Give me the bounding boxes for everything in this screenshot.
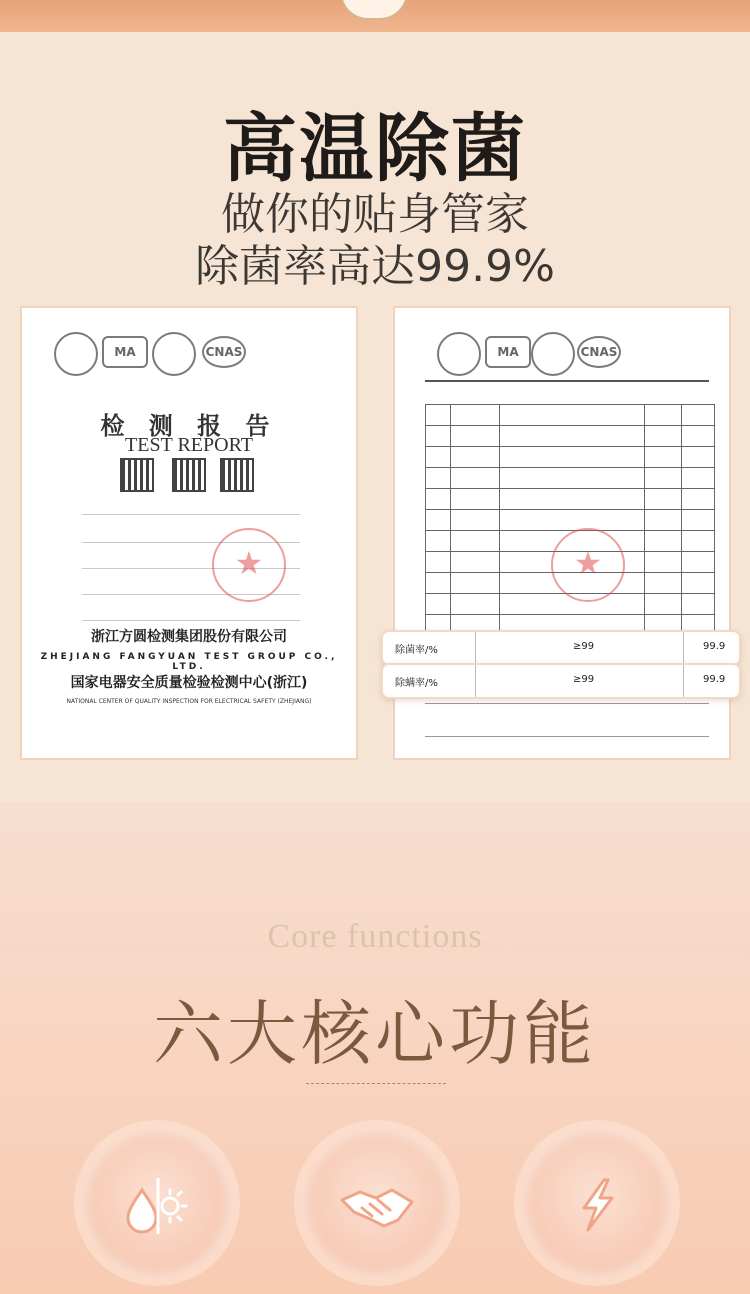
water-sun-icon — [82, 1128, 232, 1278]
company-name-cn: 浙江方圆检测集团股份有限公司 — [91, 629, 287, 645]
ilac-logo — [152, 332, 196, 376]
test-report-cover — [20, 306, 358, 760]
qr-code-icon — [172, 458, 206, 492]
star-icon: ★ — [573, 544, 603, 582]
lightning-icon — [522, 1128, 672, 1278]
hero-subtitle-2: 除菌率高达99.9% — [195, 241, 555, 292]
cnas-logo: CNAS — [577, 336, 621, 368]
result-table — [425, 404, 715, 657]
dashed-divider — [306, 1083, 446, 1084]
test-center-cn: 国家电器安全质量检验检测中心(浙江) — [70, 675, 308, 691]
row-requirement: ≥99 — [573, 674, 595, 685]
certification-logos — [52, 326, 336, 378]
divider — [475, 632, 476, 664]
star-icon: ★ — [234, 544, 264, 582]
core-title-en: Core functions — [267, 918, 483, 955]
report-title-en: TEST REPORT — [125, 434, 253, 456]
qr-code-icon — [120, 458, 154, 492]
divider — [425, 736, 709, 737]
certification-logos — [425, 326, 709, 378]
official-stamp — [212, 528, 286, 602]
row-item: 除菌率/% — [395, 645, 438, 656]
row-result: 99.9 — [703, 641, 726, 652]
divider — [425, 380, 709, 382]
core-title-cn: 六大核心功能 — [153, 993, 597, 1075]
handshake-icon — [302, 1128, 452, 1278]
company-name-en: ZHEJIANG FANGYUAN TEST GROUP CO., LTD. — [40, 652, 338, 672]
divider — [683, 665, 684, 697]
brooch-decoration — [340, 0, 408, 20]
row-result: 99.9 — [703, 674, 726, 685]
ilac-logo — [531, 332, 575, 376]
cert-seal-icon — [437, 332, 481, 376]
cnas-logo: CNAS — [202, 336, 246, 368]
feature-circle[interactable] — [82, 1128, 232, 1278]
report-field — [82, 606, 300, 621]
cma-logo: MA — [485, 336, 531, 368]
cert-seal-icon — [54, 332, 98, 376]
qr-code-icon — [220, 458, 254, 492]
row-item: 除螨率/% — [395, 678, 438, 689]
feature-circle[interactable] — [302, 1128, 452, 1278]
row-requirement: ≥99 — [573, 641, 595, 652]
hero-title: 高温除菌 — [223, 106, 527, 192]
official-stamp — [551, 528, 625, 602]
test-center-en: NATIONAL CENTER OF QUALITY INSPECTION FOR ELECTRICAL SAFETY (ZHEJIANG) — [66, 698, 312, 705]
divider — [683, 632, 684, 664]
hero-subtitle-1: 做你的贴身管家 — [221, 189, 529, 240]
feature-circle[interactable] — [522, 1128, 672, 1278]
sterilization-rate-row — [381, 630, 741, 666]
report-title-cn: 检 测 报 告 — [100, 411, 278, 440]
cma-logo: MA — [102, 336, 148, 368]
mite-removal-rate-row — [381, 663, 741, 699]
divider — [425, 703, 709, 704]
divider — [475, 665, 476, 697]
top-banner-strip — [0, 0, 750, 32]
report-field — [82, 500, 300, 515]
